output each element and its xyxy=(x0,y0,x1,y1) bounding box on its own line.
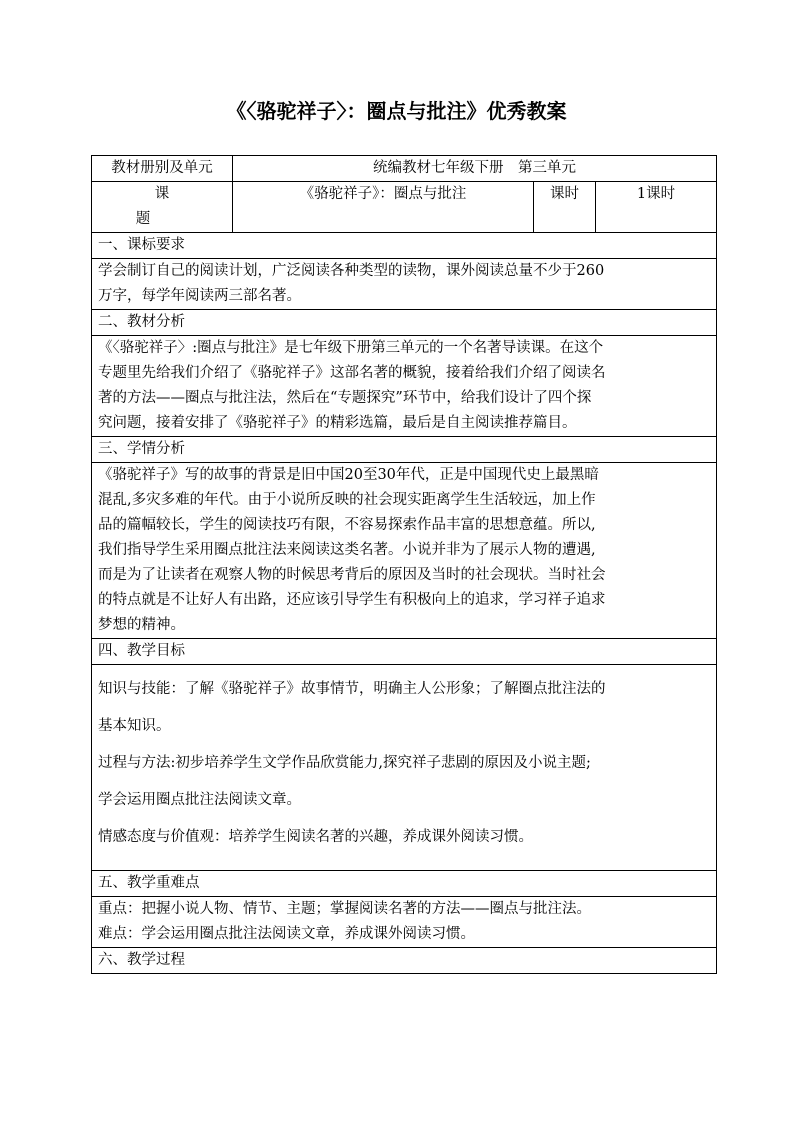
section-body-row xyxy=(92,336,717,437)
section-body-learner-analysis xyxy=(92,463,717,639)
text-line: 我们指导学生采用圈点批注法来阅读这类名著。小说并非为了展示人物的遭遇, xyxy=(98,542,596,558)
topic-value: 《骆驼祥子》：圈点与批注 xyxy=(233,182,534,233)
section-heading-process: 六、教学过程 xyxy=(92,948,717,974)
text-line: 基本知识。 xyxy=(98,718,171,734)
section-heading-row xyxy=(92,871,717,897)
section-heading-objectives: 四、教学目标 xyxy=(92,639,717,665)
text-line: 万字，每学年阅读两三部名著。 xyxy=(98,288,301,304)
section-heading-textbook-analysis: 二、教材分析 xyxy=(92,310,717,336)
section-heading-row xyxy=(92,437,717,463)
textbook-value: 统编教材七年级下册 第三单元 xyxy=(233,156,717,182)
section-heading-row xyxy=(92,233,717,259)
text-line: 梦想的精神。 xyxy=(98,617,185,633)
text-line: 《〈骆驼祥子〉:圈点与批注》是七年级下册第三单元的一个名著导读课。在这个 xyxy=(98,340,604,356)
text-line: 品的篇幅较长，学生的阅读技巧有限，不容易探索作品丰富的思想意蕴。所以, xyxy=(98,517,596,533)
section-heading-standards: 一、课标要求 xyxy=(92,233,717,259)
text-line: 著的方法——圈点与批注法，然后在“专题探究”环节中，给我们设计了四个探 xyxy=(98,390,592,406)
topic-label: 课题 xyxy=(92,182,233,233)
text-line: 《骆驼祥子》写的故事的背景是旧中国20至30年代，正是中国现代史上最黑暗 xyxy=(98,467,599,483)
section-heading-key-points: 五、教学重难点 xyxy=(92,871,717,897)
text-line: 混乱,多灾多难的年代。由于小说所反映的社会现实距离学生生活较远，加上作 xyxy=(98,492,596,508)
section-body-row xyxy=(92,463,717,639)
section-body-key-points xyxy=(92,897,717,948)
text-line: 学会运用圈点批注法阅读文章。 xyxy=(98,792,301,808)
topic-row xyxy=(92,182,717,233)
section-body-objectives xyxy=(92,665,717,871)
period-value: 1课时 xyxy=(596,182,717,233)
textbook-row xyxy=(92,156,717,182)
section-body-row xyxy=(92,665,717,871)
period-label: 课时 xyxy=(534,182,596,233)
text-line: 情感态度与价值观：培养学生阅读名著的兴趣，养成课外阅读习惯。 xyxy=(98,829,533,845)
text-line: 而是为了让读者在观察人物的时候思考背后的原因及当时的社会现状。当时社会 xyxy=(98,567,606,583)
text-line: 过程与方法:初步培养学生文学作品欣赏能力,探究祥子悲剧的原因及小说主题; xyxy=(98,755,591,771)
lesson-plan-table xyxy=(91,155,717,974)
section-body-textbook-analysis xyxy=(92,336,717,437)
section-heading-row xyxy=(92,310,717,336)
section-heading-learner-analysis: 三、学情分析 xyxy=(92,437,717,463)
section-body-standards xyxy=(92,259,717,310)
section-body-row xyxy=(92,259,717,310)
text-line: 学会制订自己的阅读计划，广泛阅读各种类型的读物，课外阅读总量不少于260 xyxy=(98,263,605,279)
text-line: 知识与技能：了解《骆驼祥子》故事情节，明确主人公形象；了解圈点批注法的 xyxy=(98,681,606,697)
text-line: 难点：学会运用圈点批注法阅读文章，养成课外阅读习惯。 xyxy=(98,926,475,942)
section-heading-row xyxy=(92,948,717,974)
text-line: 重点：把握小说人物、情节、主题；掌握阅读名著的方法——圈点与批注法。 xyxy=(98,901,591,917)
text-line: 的特点就是不让好人有出路，还应该引导学生有积极向上的追求，学习祥子追求 xyxy=(98,592,606,608)
textbook-label: 教材册别及单元 xyxy=(92,156,233,182)
text-line: 究问题，接着安排了《骆驼祥子》的精彩选篇，最后是自主阅读推荐篇目。 xyxy=(98,415,577,431)
text-line: 专题里先给我们介绍了《骆驼祥子》这部名著的概貌，接着给我们介绍了阅读名 xyxy=(98,365,606,381)
section-heading-row xyxy=(92,639,717,665)
section-body-row xyxy=(92,897,717,948)
document-title: 《〈骆驼祥子〉：圈点与批注》优秀教案 xyxy=(226,99,567,123)
